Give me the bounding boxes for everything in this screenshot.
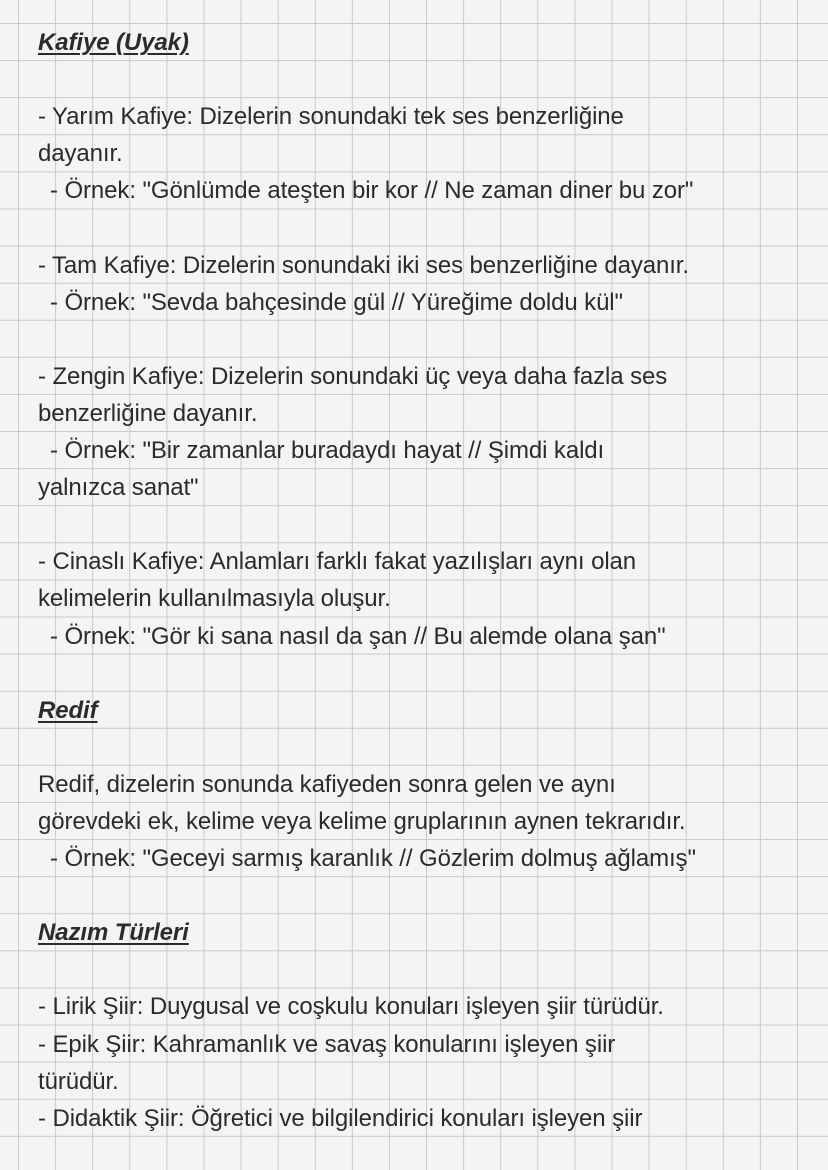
zengin-kafiye-example-1: - Örnek: "Bir zamanlar buradaydı hayat // Şimdi kaldı bbox=[50, 437, 605, 465]
cinasli-kafiye-example: - Örnek: "Gör ki sana nasıl da şan // Bu alemde olana şan" bbox=[50, 622, 666, 650]
epik-siir-line-1: - Epik Şiir: Kahramanlık ve savaş konularını işleyen şiir bbox=[38, 1030, 616, 1058]
zengin-kafiye-line-1: - Zengin Kafiye: Dizelerin sonundaki üç veya daha fazla ses bbox=[38, 362, 668, 390]
spacer bbox=[38, 321, 818, 358]
redif-line-1: Redif, dizelerin sonunda kafiyeden sonra gelen ve aynı bbox=[38, 770, 616, 798]
yarim-kafiye-example: - Örnek: "Gönlümde ateşten bir kor // Ne zaman diner bu zor" bbox=[50, 177, 694, 205]
epik-siir-line-2: türüdür. bbox=[38, 1067, 119, 1095]
zengin-kafiye-line-2: benzerliğine dayanır. bbox=[38, 399, 258, 427]
spacer bbox=[38, 209, 818, 246]
spacer bbox=[38, 729, 818, 766]
redif-example: - Örnek: "Geceyi sarmış karanlık // Gözlerim dolmuş ağlamış" bbox=[50, 845, 696, 873]
yarim-kafiye-line-1: - Yarım Kafiye: Dizelerin sonundaki tek ses benzerliğine bbox=[38, 103, 624, 131]
lirik-siir-line: - Lirik Şiir: Duygusal ve coşkulu konuları işleyen şiir türüdür. bbox=[38, 993, 664, 1021]
zengin-kafiye-example-2: yalnızca sanat" bbox=[38, 474, 199, 502]
cinasli-kafiye-line-2: kelimelerin kullanılmasıyla oluşur. bbox=[38, 585, 391, 613]
section-title-nazim-turleri: Nazım Türleri bbox=[38, 919, 189, 947]
spacer bbox=[38, 951, 818, 988]
spacer bbox=[38, 877, 818, 914]
spacer bbox=[38, 655, 818, 692]
cinasli-kafiye-line-1: - Cinaslı Kafiye: Anlamları farklı fakat yazılışları aynı olan bbox=[38, 548, 637, 576]
tam-kafiye-example: - Örnek: "Sevda bahçesinde gül // Yüreğime doldu kül" bbox=[50, 288, 623, 316]
spacer bbox=[38, 506, 818, 543]
notebook-page bbox=[38, 24, 818, 1137]
didaktik-siir-line: - Didaktik Şiir: Öğretici ve bilgilendirici konuları işleyen şiir bbox=[38, 1104, 643, 1132]
tam-kafiye-line-1: - Tam Kafiye: Dizelerin sonundaki iki ses benzerliğine dayanır. bbox=[38, 251, 689, 279]
yarim-kafiye-line-2: dayanır. bbox=[38, 140, 123, 168]
section-title-kafiye: Kafiye (Uyak) bbox=[38, 29, 189, 56]
section-title-redif: Redif bbox=[38, 696, 98, 724]
redif-line-2: görevdeki ek, kelime veya kelime gruplarının aynen tekrarıdır. bbox=[38, 807, 686, 835]
spacer bbox=[38, 61, 818, 98]
